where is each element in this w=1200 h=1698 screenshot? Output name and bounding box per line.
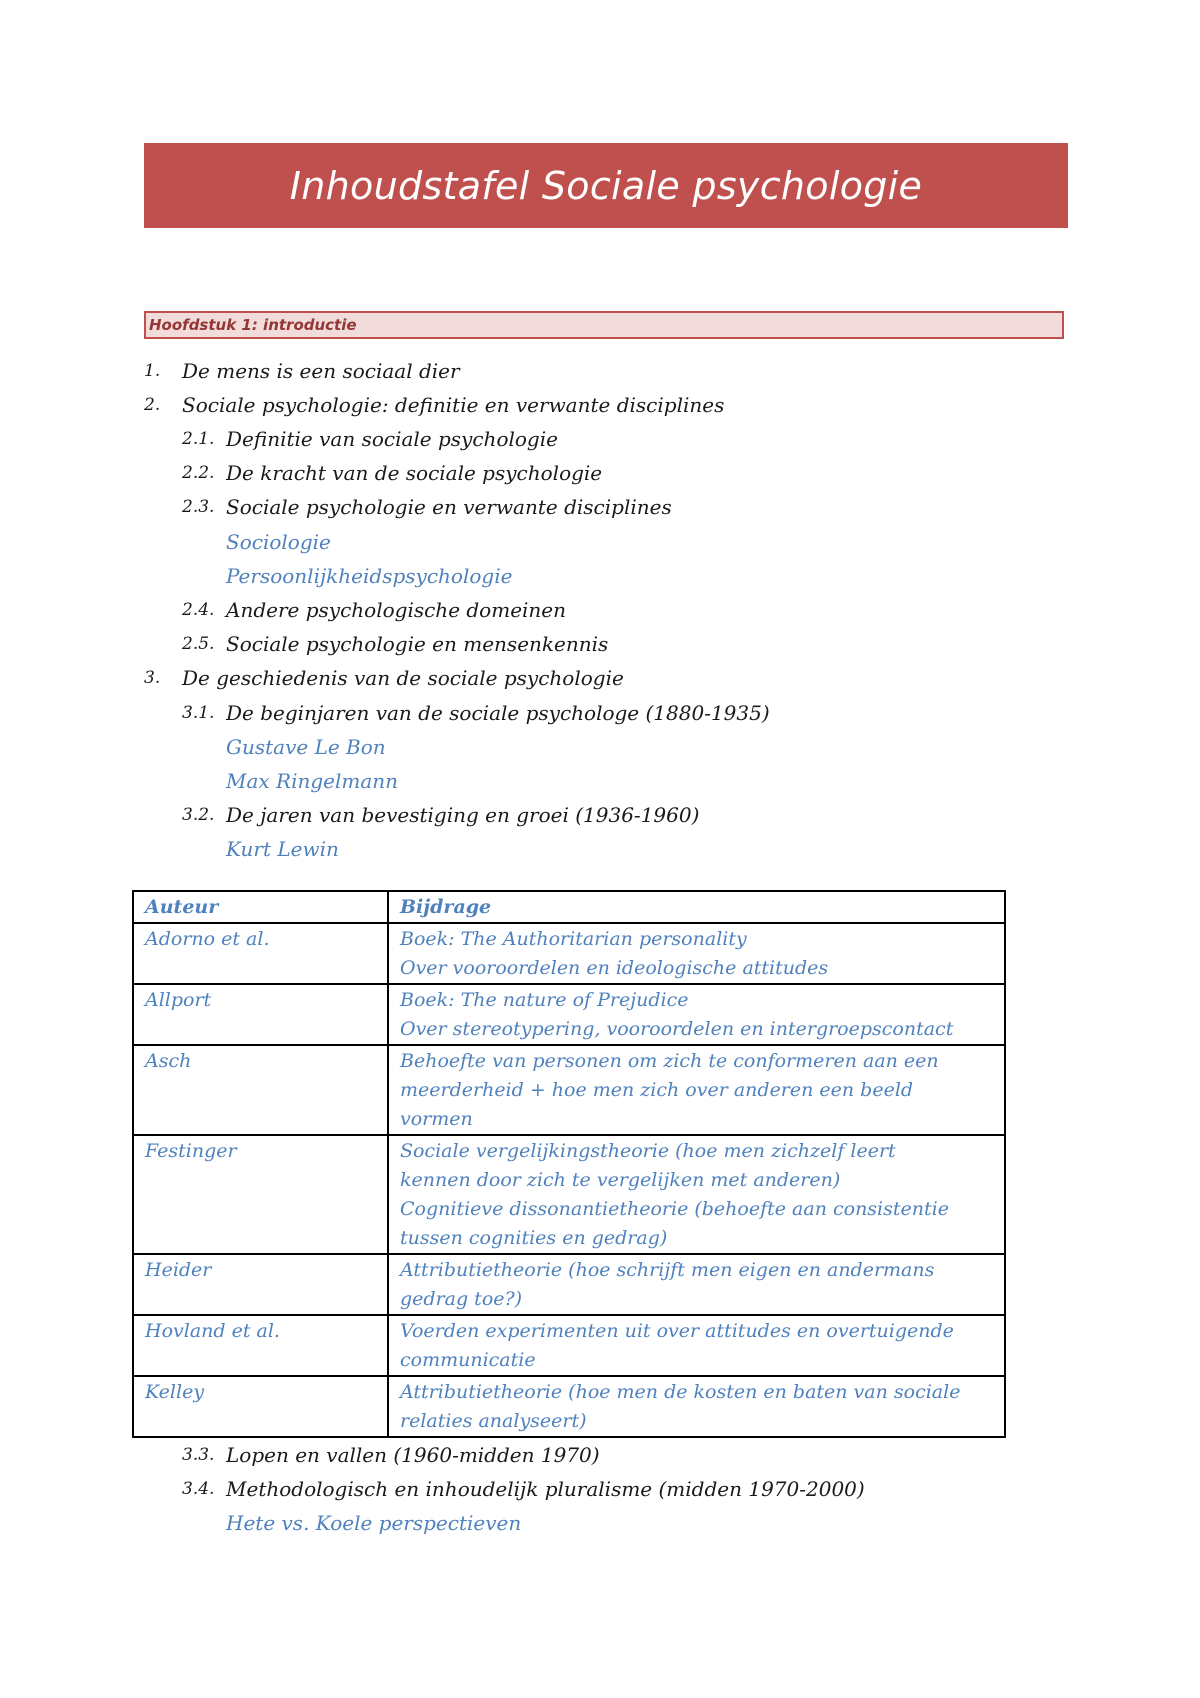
table-cell-contribution: [388, 923, 1005, 984]
toc-item-number: 3.3.: [182, 1445, 215, 1465]
toc-item-number: 2.: [144, 395, 161, 415]
contribution-line: kennen door zich te vergelijken met anderen): [400, 1169, 841, 1191]
toc-item-text: Lopen en vallen (1960-midden 1970): [226, 1443, 600, 1467]
contribution-line: Over vooroordelen en ideologische attitudes: [400, 957, 829, 979]
contribution-line: Attributietheorie (hoe men de kosten en baten van sociale: [400, 1381, 961, 1403]
table-cell-author: Kelley: [133, 1376, 388, 1437]
table-header-author: Auteur: [133, 891, 388, 923]
table-cell-contribution: [388, 1135, 1005, 1254]
toc-item-text: De geschiedenis van de sociale psychologie: [182, 666, 624, 690]
toc-subitem-text: Sociologie: [226, 530, 331, 554]
contribution-line: Boek: The Authoritarian personality: [400, 928, 747, 950]
contribution-line: Cognitieve dissonantietheorie (behoefte aan consistentie: [400, 1198, 949, 1220]
toc-subitem-text: Persoonlijkheidspsychologie: [226, 564, 513, 588]
contribution-line: vormen: [400, 1108, 473, 1130]
chapter-heading-label: Hoofdstuk 1: introductie: [149, 316, 357, 334]
toc-item-text: Sociale psychologie en verwante disciplines: [226, 495, 672, 519]
table-row: [133, 1376, 1005, 1437]
table-row: [133, 1045, 1005, 1135]
toc-item-text: De mens is een sociaal dier: [182, 359, 460, 383]
contribution-line: Boek: The nature of Prejudice: [400, 989, 689, 1011]
contribution-line: gedrag toe?): [400, 1288, 523, 1310]
table-cell-contribution: [388, 1045, 1005, 1135]
toc-subitem-text: Hete vs. Koele perspectieven: [226, 1511, 522, 1535]
table-cell-author: Adorno et al.: [133, 923, 388, 984]
table-cell-contribution: [388, 1254, 1005, 1315]
contribution-line: relaties analyseert): [400, 1410, 587, 1432]
contribution-line: Attributietheorie (hoe schrijft men eigen en andermans: [400, 1259, 935, 1281]
contribution-line: Voerden experimenten uit over attitudes en overtuigende: [400, 1320, 954, 1342]
toc-item-text: Andere psychologische domeinen: [226, 598, 567, 622]
table-cell-contribution: [388, 984, 1005, 1045]
table-cell-author: Festinger: [133, 1135, 388, 1254]
toc-item-text: Definitie van sociale psychologie: [226, 427, 558, 451]
table-row: [133, 1315, 1005, 1376]
table-row: [133, 923, 1005, 984]
contribution-line: Sociale vergelijkingstheorie (hoe men zichzelf leert: [400, 1140, 896, 1162]
toc-item-number: 3.2.: [182, 805, 215, 825]
toc-subitem-text: Kurt Lewin: [226, 837, 339, 861]
toc-item-number: 3.1.: [182, 703, 215, 723]
toc-item-number: 3.: [144, 668, 161, 688]
table-header-contribution: Bijdrage: [388, 891, 1005, 923]
toc-item-text: Sociale psychologie: definitie en verwante disciplines: [182, 393, 725, 417]
contribution-line: communicatie: [400, 1349, 536, 1371]
table-cell-author: Allport: [133, 984, 388, 1045]
title-banner: [144, 143, 1068, 228]
table-cell-author: Heider: [133, 1254, 388, 1315]
toc-item-number: 1.: [144, 361, 161, 381]
toc-item-number: 2.5.: [182, 634, 215, 654]
table-cell-contribution: [388, 1315, 1005, 1376]
chapter-heading: [144, 311, 1064, 339]
contribution-line: meerderheid + hoe men zich over anderen een beeld: [400, 1079, 914, 1101]
table-header-row: [133, 891, 1005, 923]
toc-subitem-text: Max Ringelmann: [226, 769, 399, 793]
contribution-line: Over stereotypering, vooroordelen en intergroepscontact: [400, 1018, 954, 1040]
toc-item-number: 3.4.: [182, 1479, 215, 1499]
toc-item-text: De beginjaren van de sociale psychologe (1880-1935): [226, 701, 770, 725]
toc-item-text: Sociale psychologie en mensenkennis: [226, 632, 609, 656]
toc-item-text: De jaren van bevestiging en groei (1936-1960): [226, 803, 700, 827]
table-cell-author: Asch: [133, 1045, 388, 1135]
toc-item-text: De kracht van de sociale psychologie: [226, 461, 603, 485]
page-title: Inhoudstafel Sociale psychologie: [289, 163, 923, 208]
toc-subitem-text: Gustave Le Bon: [226, 735, 386, 759]
toc-item-number: 2.3.: [182, 497, 215, 517]
toc-item-text: Methodologisch en inhoudelijk pluralisme (midden 1970-2000): [226, 1477, 865, 1501]
table-row: [133, 1135, 1005, 1254]
table-cell-contribution: [388, 1376, 1005, 1437]
toc-item-number: 2.2.: [182, 463, 215, 483]
contributions-table: [132, 890, 1006, 1438]
toc-item-number: 2.4.: [182, 600, 215, 620]
contribution-line: tussen cognities en gedrag): [400, 1227, 668, 1249]
toc-item-number: 2.1.: [182, 429, 215, 449]
table-cell-author: Hovland et al.: [133, 1315, 388, 1376]
contribution-line: Behoefte van personen om zich te conformeren aan een: [400, 1050, 939, 1072]
table-row: [133, 984, 1005, 1045]
table-row: [133, 1254, 1005, 1315]
